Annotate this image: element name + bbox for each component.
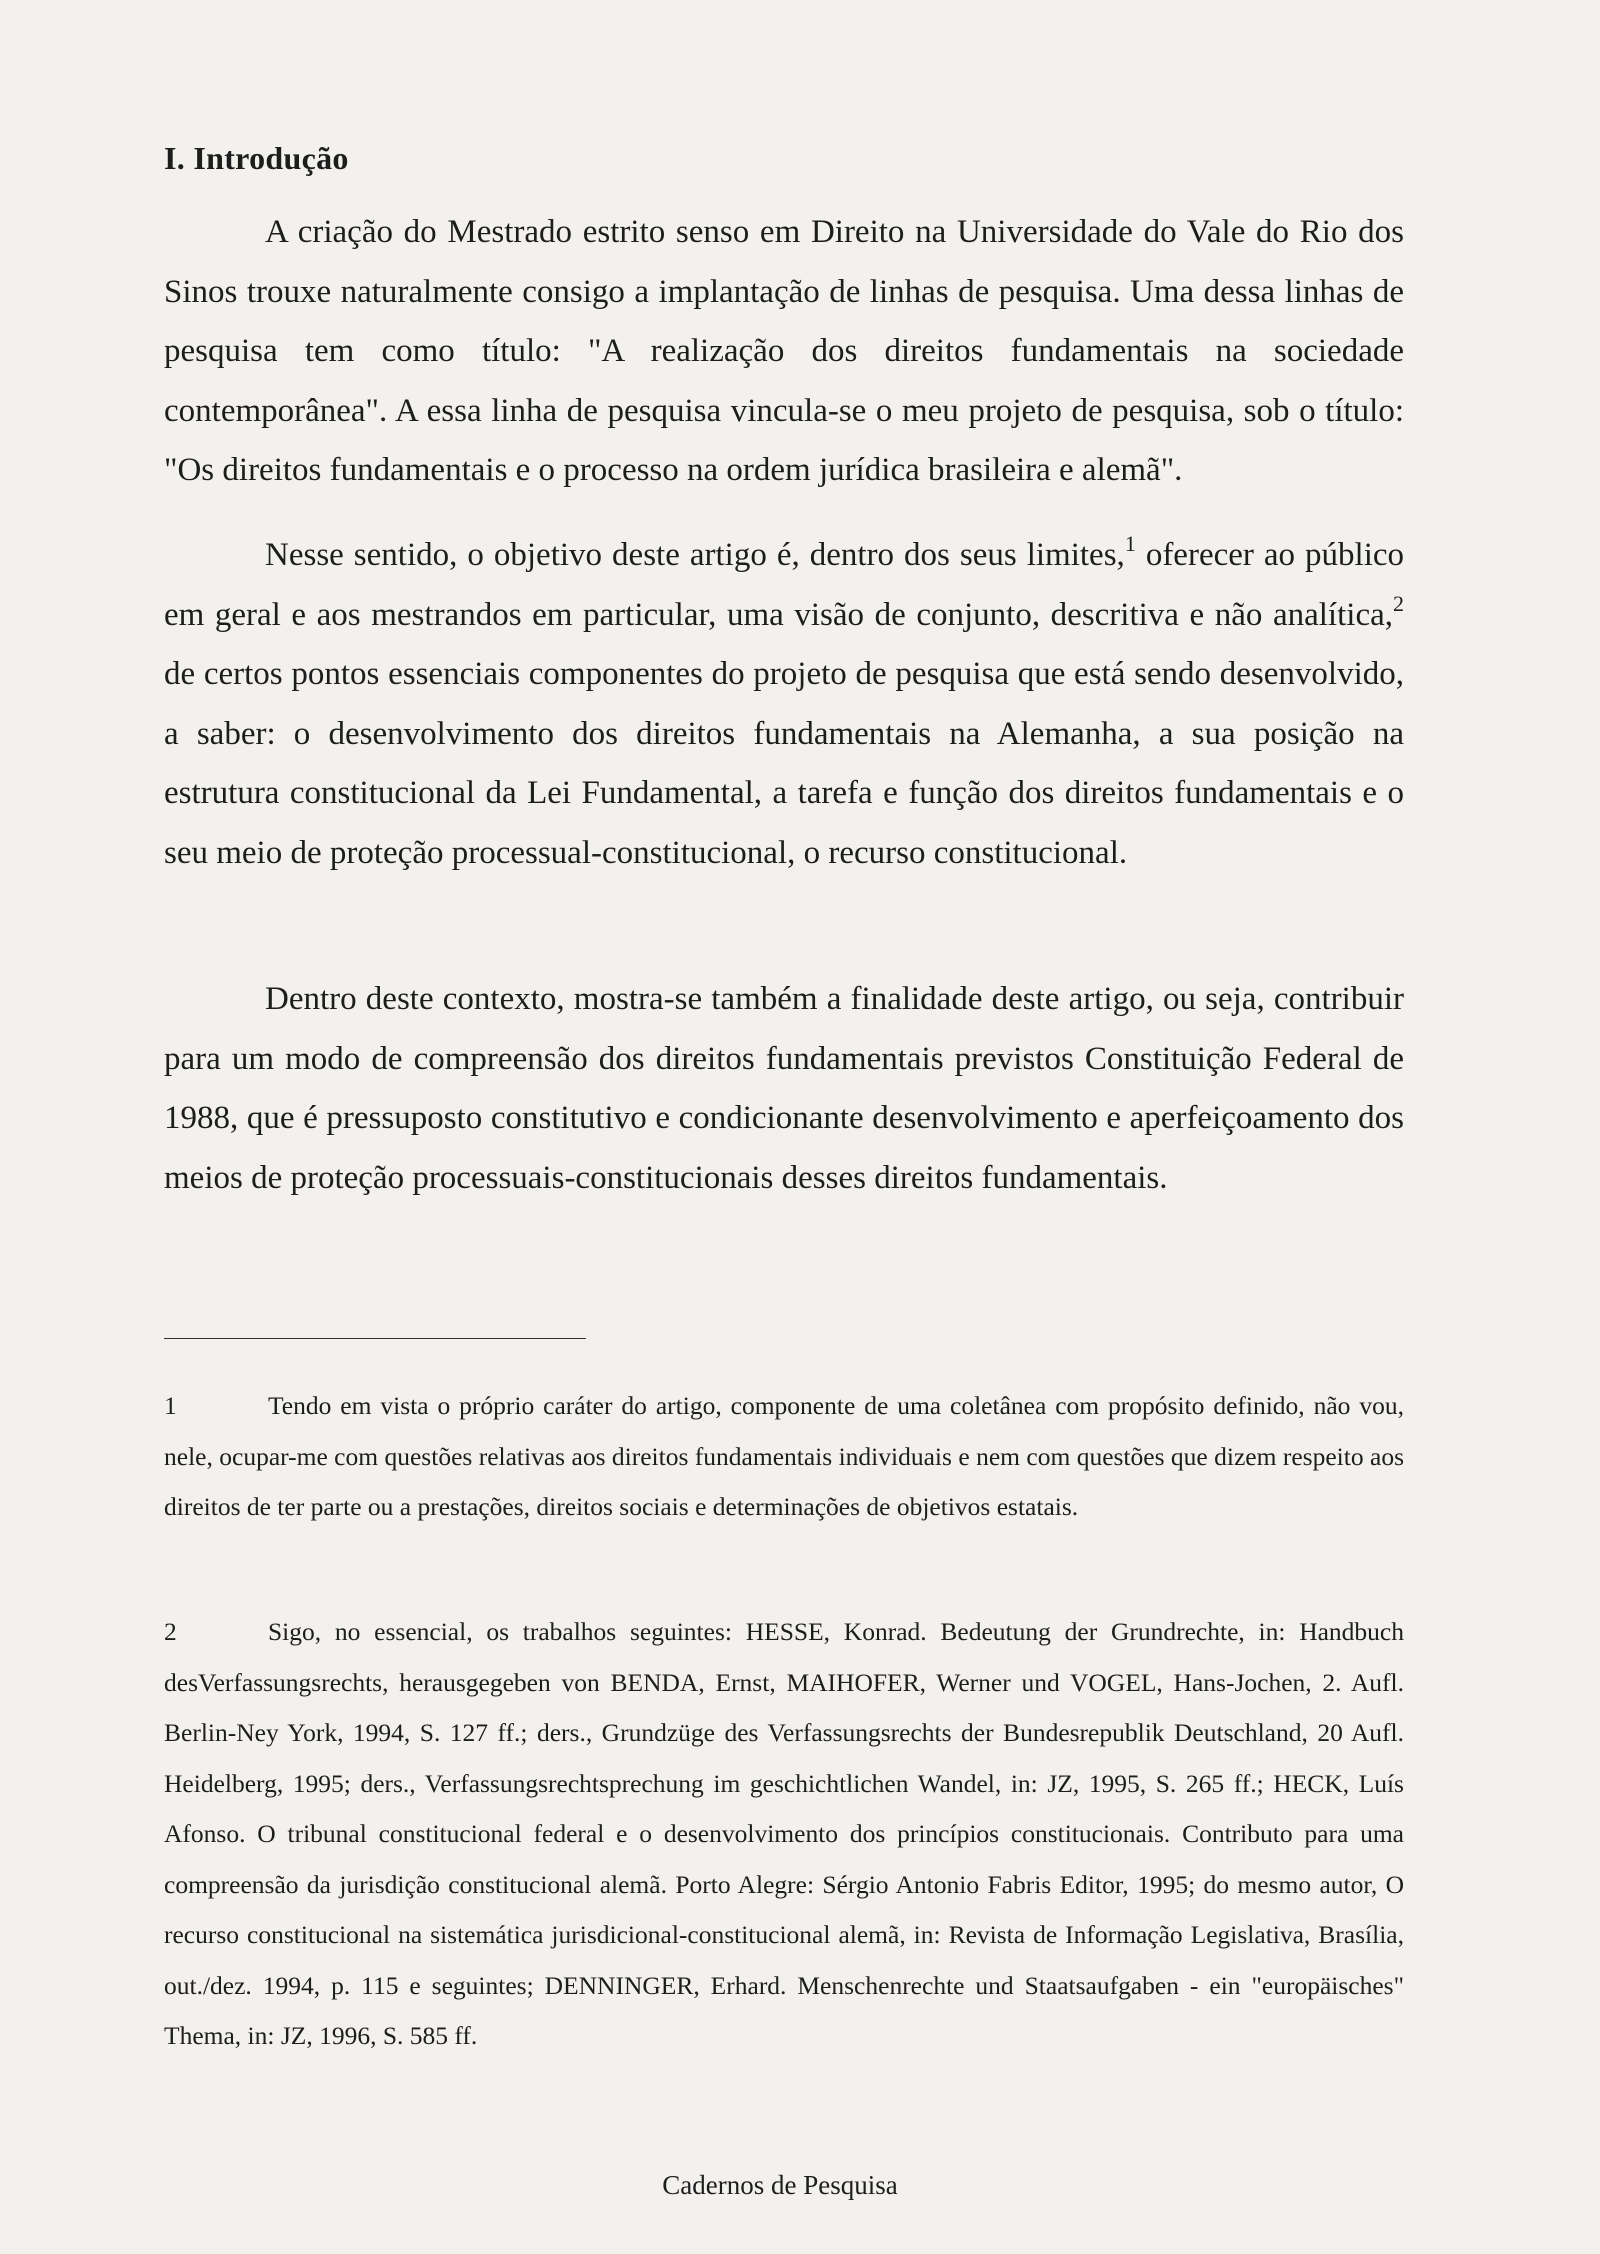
footnote-1-text: Tendo em vista o próprio caráter do artigo, componente de uma coletânea com propósito definido, não vou, nele, ocupar-me com questões relativas aos direitos fundamentais individuais e nem com questões que dizem respeito aos direitos de ter parte ou a prestações, direitos sociais e determinações de objetivos estatais. <box>164 1391 1404 1521</box>
footnote-1-number: 1 <box>164 1391 177 1420</box>
footnote-separator <box>164 1338 586 1339</box>
paragraph-2-part-2: oferecer ao público em geral e aos mestrandos em particular, uma visão de conjunto, descritiva e não analítica, <box>164 537 1405 633</box>
footnote-2-number: 2 <box>164 1617 177 1646</box>
paragraph-2-part-1: Nesse sentido, o objetivo deste artigo é, dentro dos seus limites, <box>265 537 1125 573</box>
footnote-2 <box>164 1607 1404 2062</box>
footnote-ref-2: 2 <box>1393 590 1404 616</box>
paragraph-2-part-3: de certos pontos essenciais componentes do projeto de pesquisa que está sendo desenvolvido, a saber: o desenvolvimento dos direitos fundamentais na Alemanha, a sua posição na estrutura constitucional da Lei Fundamental, a tarefa e função dos direitos fundamentais e o seu meio de proteção processual-constitucional, o recurso constitucional. <box>164 656 1404 871</box>
footnote-1 <box>164 1381 1404 1533</box>
footnote-ref-1: 1 <box>1124 531 1136 556</box>
footnote-2-text: Sigo, no essencial, os trabalhos seguintes: HESSE, Konrad. Bedeutung der Grundrechte, in: Handbuch desVerfassungsrechts, herausgegeben von BENDA, Ernst, MAIHOFER, Werner und VOGEL, Hans-Jochen, 2. Aufl. Berlin-Ney York, 1994, S. 127 ff.; ders., Grundzüge des Verfassungsrechts der Bundesrepublik Deutschland, 20 Aufl. Heidelberg, 1995; ders., Verfassungsrechtsprechung im geschichtlichen Wandel, in: JZ, 1995, S. 265 ff.; HECK, Luís Afonso. O tribunal constitucional federal e o desenvolvimento dos princípios constitucionais. Contributo para uma compreensão da jurisdição constitucional alemã. Porto Alegre: Sérgio Antonio Fabris Editor, 1995; do mesmo autor, O recurso constitucional na sistemática jurisdicional-constitucional alemã, in: Revista de Informação Legislativa, Brasília, out./dez. 1994, p. 115 e seguintes; DENNINGER, Erhard. Menschenrechte und Staatsaufgaben - ein "europäisches" Thema, in: JZ, 1996, S. 585 ff. <box>164 1617 1404 2050</box>
paragraph-3: Dentro deste contexto, mostra-se também a finalidade deste artigo, ou seja, contribuir para um modo de compreensão dos direitos fundamentais previstos Constituição Federal de 1988, que é pressuposto constitutivo e condicionante desenvolvimento e aperfeiçoamento dos meios de proteção processuais-constitucionais desses direitos fundamentais. <box>164 981 1404 1196</box>
page-footer: Cadernos de Pesquisa <box>662 2170 898 2200</box>
section-heading: I. Introdução <box>164 140 349 176</box>
paragraph-1: A criação do Mestrado estrito senso em Direito na Universidade do Vale do Rio dos Sinos trouxe naturalmente consigo a implantação de linhas de pesquisa. Uma dessa linhas de pesquisa tem como título: "A realização dos direitos fundamentais na sociedade contemporânea". A essa linha de pesquisa vincula-se o meu projeto de pesquisa, sob o título: "Os direitos fundamentais e o processo na ordem jurídica brasileira e alemã". <box>164 214 1404 488</box>
paragraph-2 <box>164 526 1404 883</box>
